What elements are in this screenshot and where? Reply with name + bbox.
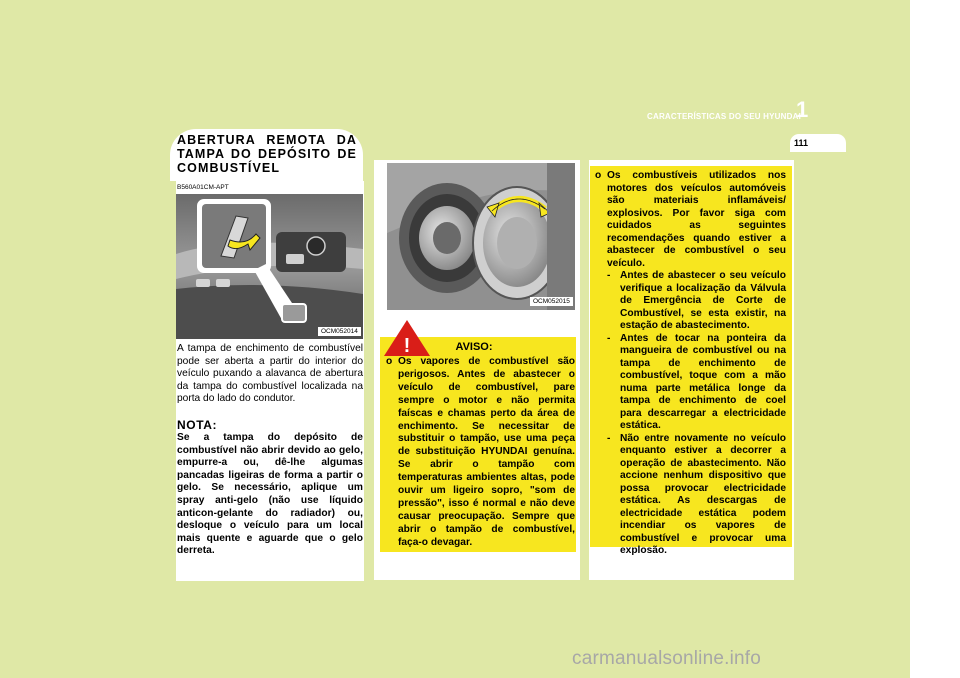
caution-text: Os combustíveis utilizados nos motores dos veículos automóveis são materiais inflamáveis/ explosivos. Por favor siga com cuidados as seguintes recomendações quando estiver a abastecer de combustível o seu veículo. <box>607 170 786 269</box>
watermark: carmanualsonline.info <box>572 648 762 669</box>
note-text: Se a tampa do depósito de combustível não abrir devido ao gelo, empurre-a ou, dê-lhe algumas pancadas ligeiras de forma a partir o gelo. Se necessário, aplique um spray anti-gelo (não use líquido anticon-gelante do radiador) ou, desloque o veículo para um local mais quente e aguarde que o gelo derreta. <box>177 432 363 557</box>
caution-sub-text: Antes de abastecer o seu veículo verifique a localização da Válvula de Emergência de Corte de Combustível, se esta existir, na estação de abastecimento. <box>620 270 786 331</box>
door-lever-figure <box>176 194 363 339</box>
chapter-number: 1 <box>796 97 809 122</box>
caution-sub-bullet: - <box>607 270 611 281</box>
caution-sub-bullet: - <box>607 332 611 344</box>
warning-item <box>386 356 575 550</box>
caution-list <box>595 170 786 558</box>
door-lever-figure-caption: OCM052014 <box>318 327 361 336</box>
warning-title: AVISO: <box>455 341 493 353</box>
fuel-cap-figure <box>387 163 575 310</box>
caution-bullet: o <box>595 170 602 181</box>
caution-sub-item <box>607 270 786 333</box>
caution-sub-item <box>607 333 786 433</box>
intro-paragraph: A tampa de enchimento de combustível pode ser aberta a partir do interior do veículo puxando a alavanca de abertura da tampa do combustível localizada na porta do lado do condutor. <box>177 343 363 405</box>
warning-symbol: ! <box>403 335 411 357</box>
warning-bullet: o <box>386 356 393 367</box>
caution-sub-bullet: - <box>607 432 611 444</box>
warning-list <box>386 356 575 550</box>
chapter-title: CARACTERÍSTICAS DO SEU HYUNDAI <box>646 112 801 121</box>
fuel-cap-illustration <box>387 163 575 310</box>
caution-item <box>595 170 786 270</box>
note-title: NOTA: <box>177 418 218 432</box>
caution-sub-text: Antes de tocar na ponteira da mangueira de combustível ou na tampa de enchimento de combustível, toque com a mão numa parte metálica longe da tampa de enchimento de coel para descarregar a electricidade estática. <box>620 332 786 431</box>
door-lever-illustration <box>176 194 363 339</box>
section-heading: ABERTURA REMOTA DA TAMPA DO DEPÓSITO DE COMBUSTÍVEL <box>177 133 357 175</box>
caution-sub-item <box>607 433 786 558</box>
reference-code: B560A01CM-APT <box>177 184 229 191</box>
warning-text: Os vapores de combustível são perigosos. Antes de abastecer o veículo de combustível, pare sempre o motor e não permita faíscas e chamas perto da área de enchimento. Se necessitar de substituir o tampão, use uma peça de substituição HYUNDAI genuína. Se abrir o tampão com temperaturas ambientes altas, pode ouvir um ligeiro sopro, "som de pressão", isso é normal e não deve causar preocupação. Sempre que abrir o tampão de combustível, faça-o devagar. <box>398 356 575 548</box>
caution-sub-text: Não entre novamente no veículo enquanto estiver a decorrer a operação de abastecimento. Não accione nenhum dispositivo que possa provocar electricidade estática. As descargas de electricidade estática podem incendiar os vapores de combustível e provocar uma explosão. <box>620 432 786 556</box>
page-number: 111 <box>794 138 809 148</box>
fuel-cap-figure-caption: OCM052015 <box>530 297 573 306</box>
